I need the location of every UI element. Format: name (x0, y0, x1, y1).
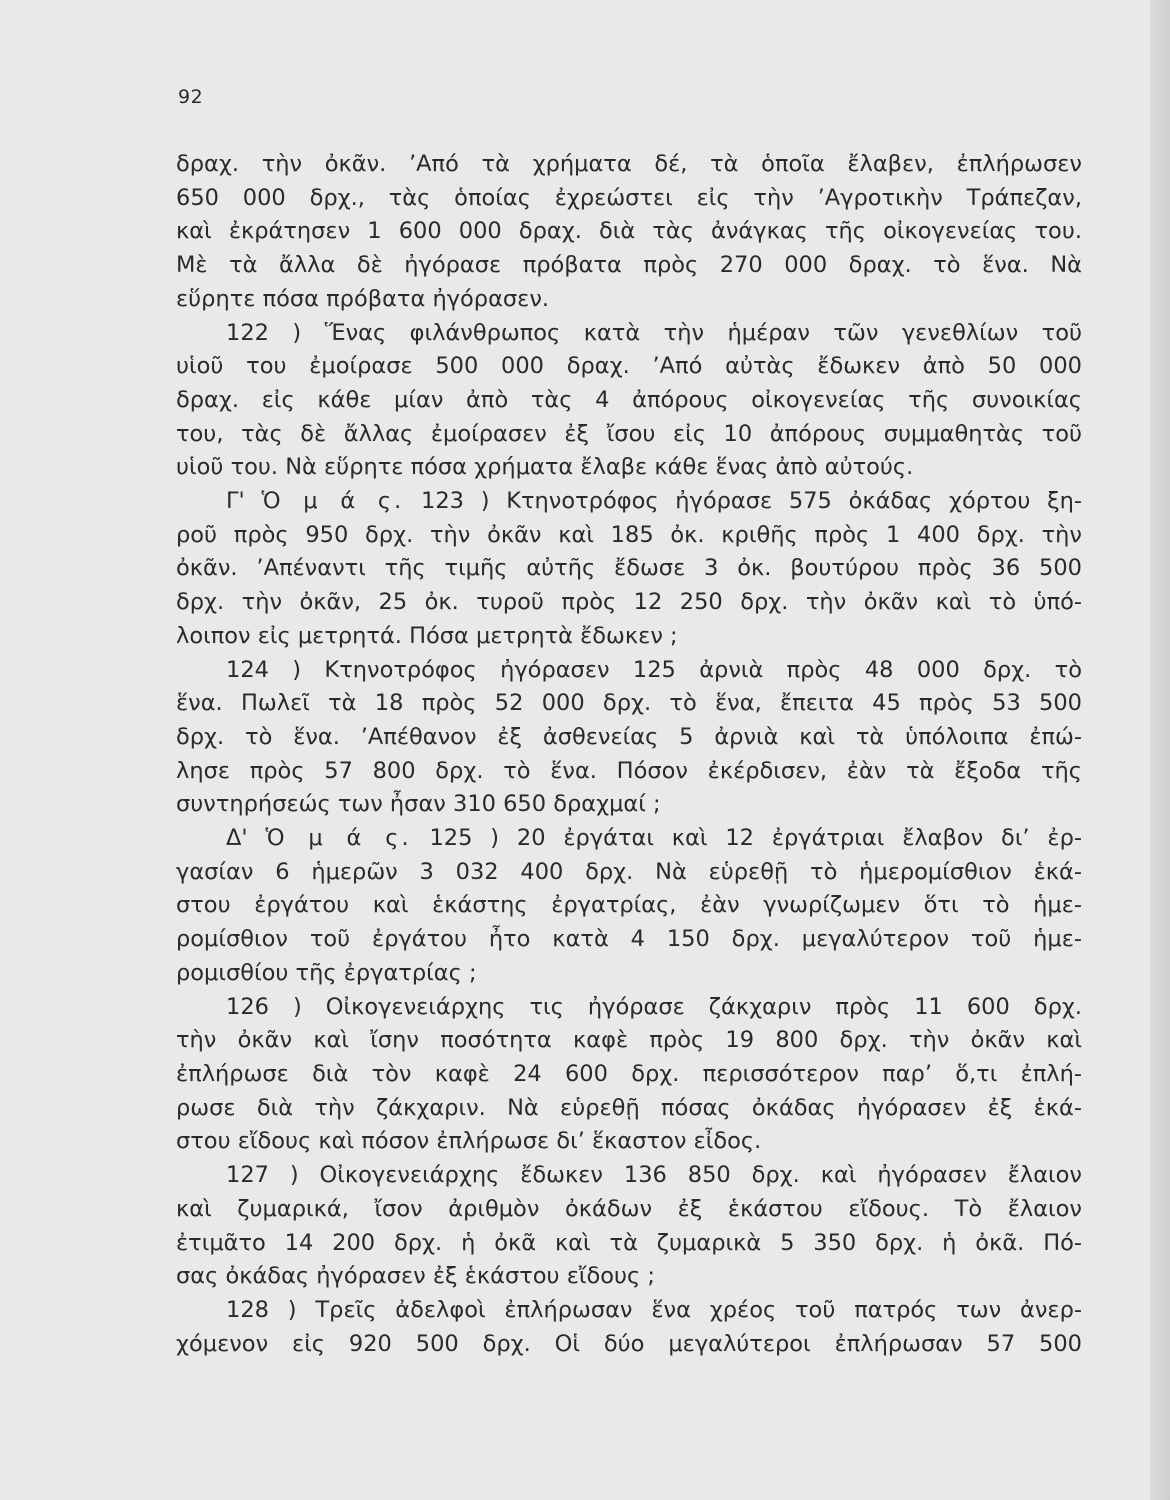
text-line: του, τὰς δὲ ἄλλας ἐμοίρασεν ἐξ ἴσου εἰς 10 ἀπόρους συμμαθητὰς τοῦ (176, 420, 1082, 447)
problem-124-start: 124 ) Κτηνοτρόφος ἠγόρασεν 125 ἀρνιὰ πρὸς 48 000 δρχ. τὸ (226, 656, 1082, 683)
text-line: στου εἴδους καὶ πόσον ἐπλήρωσε δι’ ἕκαστον εἶδος. (176, 1128, 762, 1155)
text-line: λησε πρὸς 57 800 δρχ. τὸ ἕνα. Πόσον ἐκέρδισεν, ἐὰν τὰ ἔξοδα τῆς (176, 757, 1082, 784)
group-gamma-word: Ὁ μ ά ς. (261, 488, 405, 515)
problem-128-start: 128 ) Τρεῖς ἀδελφοὶ ἐπλήρωσαν ἕνα χρέος τοῦ πατρός των ἀνερ- (226, 1296, 1082, 1323)
problem-122-start: 122 ) Ἕνας φιλάνθρωπος κατὰ τὴν ἡμέραν τῶν γενεθλίων τοῦ (226, 319, 1082, 346)
page-edge (1150, 0, 1170, 1500)
text-line: ρομισθίου τῆς ἐργατρίας ; (176, 959, 477, 986)
text-line: σας ὀκάδας ἠγόρασεν ἐξ ἑκάστου εἴδους ; (176, 1263, 655, 1290)
text-line: 650 000 δρχ., τὰς ὁποίας ἐχρεώστει εἰς τὴν ’Αγροτικὴν Τράπεζαν, (176, 184, 1082, 211)
problem-123-start: 123 ) Κτηνοτρόφος ἠγόρασε 575 ὀκάδας χόρτου ξη- (421, 488, 1082, 515)
page-number: 92 (178, 86, 204, 108)
text-line: δρχ. τὸ ἕνα. ’Απέθανον ἐξ ἀσθενείας 5 ἀρνιὰ καὶ τὰ ὑπόλοιπα ἐπώ- (176, 723, 1082, 750)
text-line: λοιπον εἰς μετρητά. Πόσα μετρητὰ ἔδωκεν ; (176, 622, 678, 649)
problem-125-start: 125 ) 20 ἐργάται καὶ 12 ἐργάτριαι ἔλαβον δι’ ἐρ- (429, 825, 1082, 852)
text-line: Μὲ τὰ ἄλλα δὲ ἠγόρασε πρόβατα πρὸς 270 000 δραχ. τὸ ἕνα. Νὰ (176, 252, 1082, 279)
group-delta-word: Ὁ μ ά ς. (265, 825, 412, 852)
text-line: δραχ. τὴν ὀκᾶν. ’Από τὰ χρήματα δέ, τὰ ὁποῖα ἔλαβεν, ἐπλήρωσεν (176, 151, 1082, 177)
text-line: εὕρητε πόσα πρόβατα ἠγόρασεν. (176, 285, 550, 312)
text-line: γασίαν 6 ἡμερῶν 3 032 400 δρχ. Νὰ εὑρεθῇ τὸ ἡμερομίσθιον ἑκά- (176, 858, 1082, 885)
text-line: ρωσε διὰ τὴν ζάκχαριν. Νὰ εὑρεθῇ πόσας ὀκάδας ἠγόρασεν ἐξ ἑκά- (176, 1094, 1082, 1121)
text-line: καὶ ἐκράτησεν 1 600 000 δραχ. διὰ τὰς ἀνάγκας τῆς οἰκογενείας του. (176, 218, 1082, 245)
group-gamma-label: Γ' (226, 488, 262, 515)
text-line: δρχ. τὴν ὀκᾶν, 25 ὀκ. τυροῦ πρὸς 12 250 δρχ. τὴν ὀκᾶν καὶ τὸ ὑπό- (176, 589, 1082, 616)
text-line: συντηρήσεώς των ἦσαν 310 650 δραχμαί ; (176, 791, 661, 818)
text-line: χόμενον εἰς 920 500 δρχ. Οἱ δύο μεγαλύτεροι ἐπλήρωσαν 57 500 (176, 1330, 1082, 1357)
text-line: τὴν ὀκᾶν καὶ ἴσην ποσότητα καφὲ πρὸς 19 800 δρχ. τὴν ὀκᾶν καὶ (176, 1027, 1082, 1054)
body-text (176, 148, 1082, 1361)
text-line: υἱοῦ του ἐμοίρασε 500 000 δραχ. ’Από αὐτὰς ἔδωκεν ἀπὸ 50 000 (176, 353, 1082, 380)
text-line: ροῦ πρὸς 950 δρχ. τὴν ὀκᾶν καὶ 185 ὀκ. κριθῆς πρὸς 1 400 δρχ. τὴν (176, 521, 1082, 548)
text-line: υἱοῦ του. Νὰ εὕρητε πόσα χρήματα ἔλαβε κάθε ἕνας ἀπὸ αὐτούς. (176, 454, 914, 481)
group-gamma-line (176, 485, 1082, 519)
text-line: ὀκᾶν. ’Απέναντι τῆς τιμῆς αὐτῆς ἔδωσε 3 ὀκ. βουτύρου πρὸς 36 500 (176, 555, 1082, 582)
problem-126-start: 126 ) Οἰκογενειάρχης τις ἠγόρασε ζάκχαριν πρὸς 11 600 δρχ. (226, 993, 1082, 1020)
text-line: δραχ. εἰς κάθε μίαν ἀπὸ τὰς 4 ἀπόρους οἰκογενείας τῆς συνοικίας (176, 386, 1082, 413)
group-delta-label: Δ' (226, 825, 266, 852)
text-line: ρομίσθιον τοῦ ἐργάτου ἦτο κατὰ 4 150 δρχ. μεγαλύτερον τοῦ ἡμε- (176, 926, 1082, 953)
text-line: ἐτιμᾶτο 14 200 δρχ. ἡ ὀκᾶ καὶ τὰ ζυμαρικὰ 5 350 δρχ. ἡ ὀκᾶ. Πό- (176, 1229, 1082, 1256)
problem-127-start: 127 ) Οἰκογενειάρχης ἔδωκεν 136 850 δρχ. καὶ ἠγόρασεν ἔλαιον (226, 1162, 1082, 1189)
text-line: ἐπλήρωσε διὰ τὸν καφὲ 24 600 δρχ. περισσότερον παρ’ ὅ,τι ἐπλή- (176, 1060, 1082, 1087)
text-line: ἕνα. Πωλεῖ τὰ 18 πρὸς 52 000 δρχ. τὸ ἕνα, ἔπειτα 45 πρὸς 53 500 (176, 690, 1082, 717)
group-delta-line (176, 822, 1082, 856)
text-line: καὶ ζυμαρικά, ἴσον ἀριθμὸν ὀκάδων ἐξ ἑκάστου εἴδους. Τὸ ἔλαιον (176, 1195, 1082, 1222)
text-line: στου ἐργάτου καὶ ἑκάστης ἐργατρίας, ἐὰν γνωρίζωμεν ὅτι τὸ ἡμε- (176, 892, 1082, 919)
